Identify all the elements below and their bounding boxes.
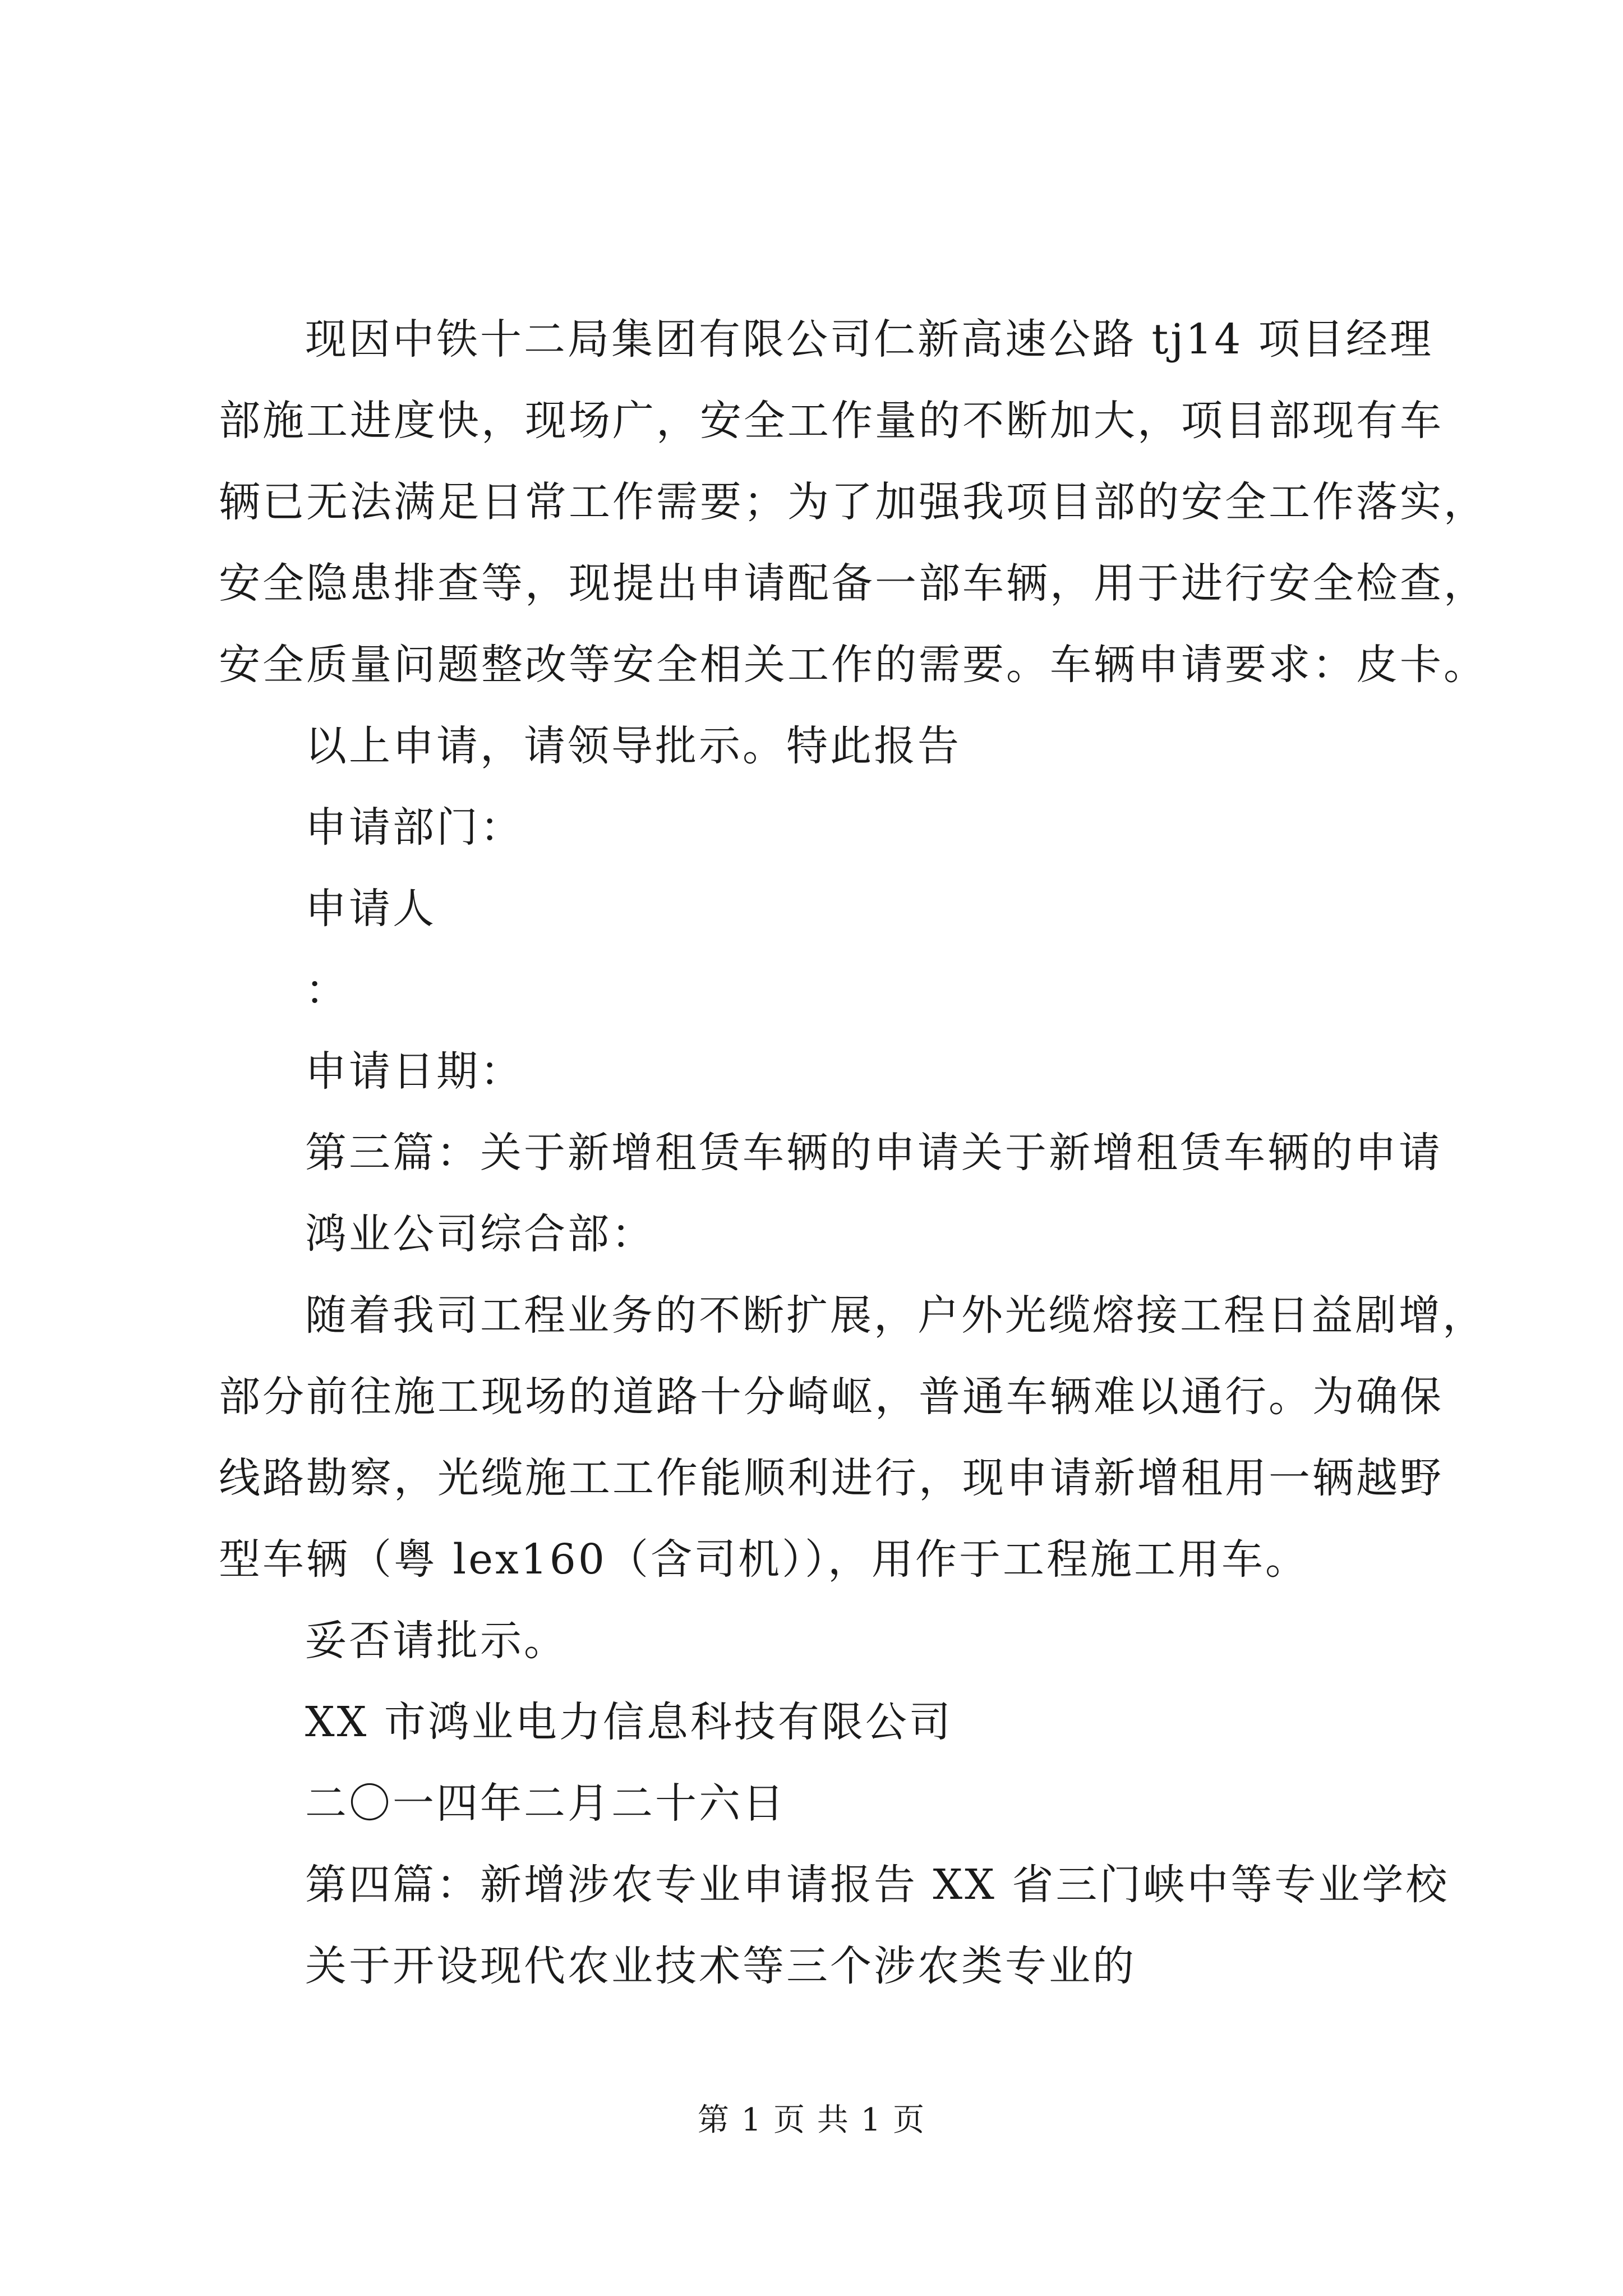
body-line-8: 线路勘察，光缆施工工作能顺利进行，现申请新增租用一辆越野 [219, 1454, 1444, 1502]
page-footer: 第 1 页 共 1 页 [697, 2102, 926, 2138]
applicant-label: 申请人 [305, 885, 436, 933]
section-four-heading: 第四篇：新增涉农专业申请报告 XX 省三门峡中等专业学校 [305, 1861, 1450, 1909]
body-line-9: 型车辆（粤 lex160（含司机）），用作于工程施工用车。 [219, 1535, 1309, 1584]
body-line-3: 辆已无法满足日常工作需要；为了加强我项目部的安全工作落实， [219, 478, 1487, 526]
section-four-subheading: 关于开设现代农业技术等三个涉农类专业的 [305, 1942, 1136, 1990]
body-line-5: 安全质量问题整改等安全相关工作的需要。车辆申请要求：皮卡。 [219, 641, 1487, 689]
application-date-label: 申请日期： [305, 1047, 524, 1096]
body-line-7: 部分前往施工现场的道路十分崎岖，普通车辆难以通行。为确保 [219, 1373, 1444, 1421]
body-line-6: 随着我司工程业务的不断扩展，户外光缆熔接工程日益剧增， [305, 1291, 1486, 1340]
applicant-department-label: 申请部门： [305, 803, 524, 852]
body-line-2: 部施工进度快，现场广，安全工作量的不断加大，项目部现有车 [219, 397, 1444, 445]
approval-request: 妥否请批示。 [305, 1617, 568, 1665]
section-three-heading: 第三篇：关于新增租赁车辆的申请关于新增租赁车辆的申请 [305, 1129, 1442, 1177]
document-date: 二〇一四年二月二十六日 [305, 1779, 786, 1828]
addressee: 鸿业公司综合部： [305, 1210, 655, 1258]
applicant-colon: ： [305, 966, 349, 1014]
report-closing: 以上申请，请领导批示。特此报告 [305, 722, 961, 770]
body-line-1: 现因中铁十二局集团有限公司仁新高速公路 tj14 项目经理 [305, 315, 1433, 364]
company-name: XX 市鸿业电力信息科技有限公司 [305, 1698, 953, 1746]
body-line-4: 安全隐患排查等，现提出申请配备一部车辆，用于进行安全检查， [219, 559, 1487, 608]
